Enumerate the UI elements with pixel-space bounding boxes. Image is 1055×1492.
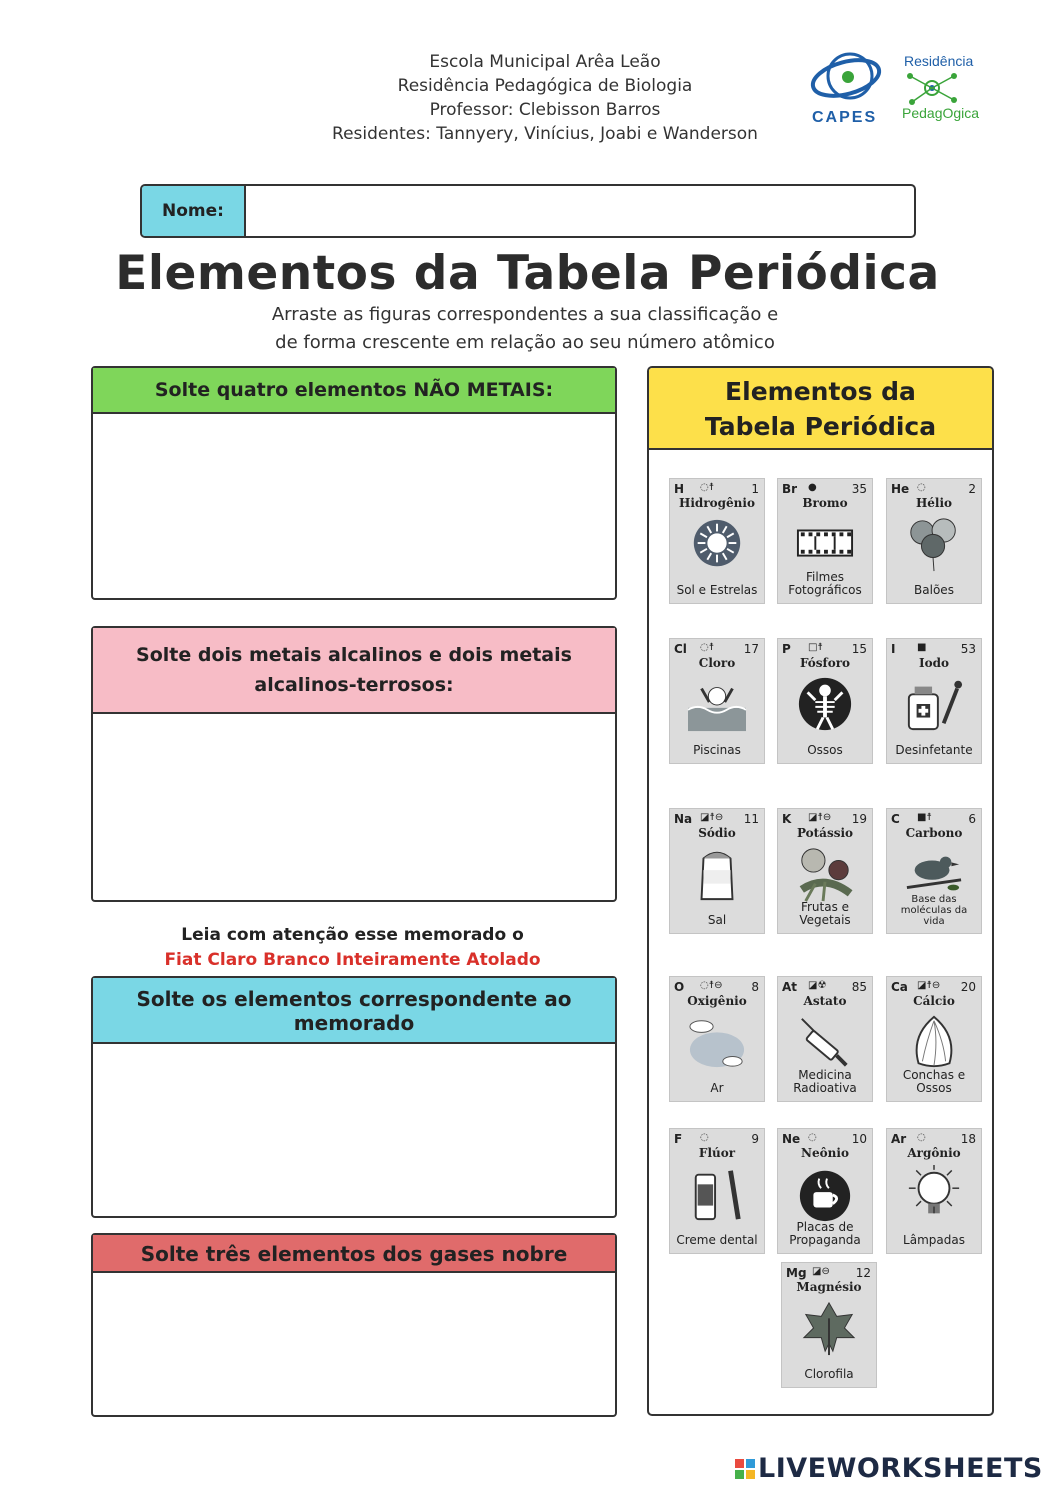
element-symbol: O bbox=[674, 980, 685, 994]
element-symbol: He bbox=[891, 482, 910, 496]
cloud-icon bbox=[687, 1013, 747, 1071]
state-marks: ◌ bbox=[917, 482, 926, 493]
film-icon bbox=[795, 515, 855, 573]
element-symbol: Ne bbox=[782, 1132, 801, 1146]
state-marks: ◌ bbox=[700, 1132, 709, 1143]
element-use: Desinfetante bbox=[895, 743, 973, 757]
sun-icon bbox=[687, 515, 747, 573]
atomic-number: 12 bbox=[855, 1266, 871, 1280]
state-marks: ◌☨ bbox=[700, 482, 715, 493]
shell-icon bbox=[904, 1013, 964, 1071]
element-card-hidrogênio[interactable] bbox=[669, 478, 765, 604]
element-name: Fósforo bbox=[799, 656, 851, 670]
drop-zone-alkali-metals[interactable] bbox=[91, 626, 617, 902]
capes-logo bbox=[806, 48, 898, 126]
element-name: Magnésio bbox=[796, 1280, 862, 1294]
element-use: Piscinas bbox=[693, 743, 741, 757]
element-symbol: P bbox=[782, 642, 791, 656]
state-marks: ◌☨ bbox=[700, 642, 715, 653]
neon-sign-icon bbox=[795, 1165, 855, 1223]
atomic-number: 19 bbox=[851, 812, 867, 826]
element-card-fósforo[interactable] bbox=[777, 638, 873, 764]
element-symbol: Ca bbox=[891, 980, 908, 994]
element-name: Flúor bbox=[698, 1146, 736, 1160]
name-input[interactable] bbox=[250, 186, 900, 236]
element-symbol: At bbox=[782, 980, 798, 994]
element-use: Placas de Propaganda bbox=[789, 1220, 861, 1247]
residencia-logo bbox=[898, 50, 994, 126]
panel-title bbox=[649, 368, 992, 450]
drop-zone-noble-gases[interactable] bbox=[91, 1233, 617, 1417]
element-card-hélio[interactable] bbox=[886, 478, 982, 604]
zone-title-mnemonic-line-1: Solte os elementos correspondente ao bbox=[136, 987, 572, 1011]
atomic-number: 9 bbox=[751, 1132, 759, 1146]
memo-mnemonic: Fiat Claro Branco Inteiramente Atolado bbox=[164, 950, 541, 970]
element-use: Frutas e Vegetais bbox=[799, 900, 851, 927]
element-symbol: C bbox=[891, 812, 900, 826]
program-name: Residência Pedagógica de Biologia bbox=[397, 76, 693, 96]
element-card-flúor[interactable] bbox=[669, 1128, 765, 1254]
atomic-number: 20 bbox=[960, 980, 976, 994]
element-use: Sal bbox=[707, 913, 727, 927]
element-symbol: I bbox=[891, 642, 896, 656]
state-marks: ◪☨⊖ bbox=[700, 812, 724, 823]
atomic-number: 35 bbox=[851, 482, 867, 496]
element-name: Oxigênio bbox=[687, 994, 747, 1008]
element-name: Iodo bbox=[918, 656, 949, 670]
residencia-logo-top: Residência bbox=[904, 53, 974, 69]
element-card-iodo[interactable] bbox=[886, 638, 982, 764]
state-marks: ◪☨⊖ bbox=[917, 980, 941, 991]
residencia-logo-bottom: PedagOgica bbox=[902, 105, 980, 121]
leaf-icon bbox=[799, 1299, 859, 1357]
zone-title-mnemonic bbox=[93, 978, 615, 1044]
capes-logo-text: CAPES bbox=[812, 109, 878, 126]
state-marks: ◌ bbox=[808, 1132, 817, 1143]
element-card-bromo[interactable] bbox=[777, 478, 873, 604]
element-symbol: Mg bbox=[786, 1266, 807, 1280]
panel-title-line-2: Tabela Periódica bbox=[704, 412, 937, 441]
element-use: Clorofila bbox=[804, 1367, 854, 1381]
atomic-number: 11 bbox=[743, 812, 759, 826]
element-use: Sol e Estrelas bbox=[676, 583, 758, 597]
syringe-icon bbox=[795, 1013, 855, 1071]
panel-title-line-1: Elementos da bbox=[725, 377, 916, 406]
element-name: Carbono bbox=[905, 826, 963, 840]
element-card-potássio[interactable] bbox=[777, 808, 873, 934]
instructions-line-2: de forma crescente em relação ao seu número atômico bbox=[275, 332, 775, 353]
state-marks: ◪☨⊖ bbox=[808, 812, 832, 823]
toothpaste-icon bbox=[687, 1165, 747, 1223]
lamp-icon bbox=[904, 1165, 964, 1223]
zone-title-alkali-line-2: alcalinos-terrosos: bbox=[254, 674, 454, 696]
element-name: Sódio bbox=[698, 826, 736, 840]
element-use: Base das moléculas da vida bbox=[900, 894, 968, 927]
element-use: Ossos bbox=[807, 743, 843, 757]
state-marks: ◌ bbox=[917, 1132, 926, 1143]
drop-zone-non-metals[interactable] bbox=[91, 366, 617, 600]
professor-name: Professor: Clebisson Barros bbox=[429, 100, 661, 120]
element-use: Lâmpadas bbox=[903, 1233, 965, 1247]
element-symbol: F bbox=[674, 1132, 683, 1146]
element-name: Cloro bbox=[698, 656, 736, 670]
atomic-number: 8 bbox=[751, 980, 759, 994]
memo-instruction: Leia com atenção esse memorado o bbox=[181, 925, 524, 945]
element-name: Neônio bbox=[801, 1146, 849, 1160]
atomic-number: 53 bbox=[960, 642, 976, 656]
element-symbol: Br bbox=[782, 482, 798, 496]
drop-zone-mnemonic[interactable] bbox=[91, 976, 617, 1218]
element-card-magnésio[interactable] bbox=[781, 1262, 877, 1388]
element-card-cálcio[interactable] bbox=[886, 976, 982, 1102]
element-card-neônio[interactable] bbox=[777, 1128, 873, 1254]
element-card-argônio[interactable] bbox=[886, 1128, 982, 1254]
state-marks: ■☨ bbox=[917, 812, 932, 823]
element-use: Creme dental bbox=[676, 1233, 758, 1247]
balloons-icon bbox=[904, 515, 964, 573]
page-title: Elementos da Tabela Periódica bbox=[115, 246, 940, 301]
zone-title-noble-gases: Solte três elementos dos gases nobre bbox=[93, 1235, 615, 1273]
atomic-number: 85 bbox=[851, 980, 867, 994]
salt-icon bbox=[687, 845, 747, 903]
state-marks: ● bbox=[808, 482, 817, 493]
element-symbol: Cl bbox=[674, 642, 687, 656]
element-symbol: Na bbox=[674, 812, 693, 826]
liveworksheets-logo bbox=[735, 1453, 1043, 1484]
instructions-line-1: Arraste as figuras correspondentes a sua classificação e bbox=[271, 304, 779, 325]
element-name: Potássio bbox=[796, 826, 854, 840]
state-marks: ■ bbox=[917, 642, 927, 653]
element-use: Balões bbox=[914, 583, 954, 597]
atomic-number: 10 bbox=[851, 1132, 867, 1146]
atomic-number: 6 bbox=[968, 812, 976, 826]
name-label: Nome: bbox=[142, 186, 246, 236]
zone-title-mnemonic-line-2: memorado bbox=[293, 1011, 415, 1035]
element-name: Cálcio bbox=[913, 994, 955, 1008]
vegetables-icon bbox=[795, 845, 855, 903]
element-use: Filmes Fotográficos bbox=[788, 570, 862, 597]
atomic-number: 17 bbox=[743, 642, 759, 656]
state-marks: ◌☨⊖ bbox=[700, 980, 723, 991]
element-symbol: K bbox=[782, 812, 792, 826]
state-marks: □☨ bbox=[808, 642, 823, 653]
element-symbol: H bbox=[674, 482, 685, 496]
element-name: Hidrogênio bbox=[679, 496, 755, 510]
element-name: Argônio bbox=[907, 1146, 961, 1160]
element-card-sódio[interactable] bbox=[669, 808, 765, 934]
element-card-cloro[interactable] bbox=[669, 638, 765, 764]
zone-title-non-metals: Solte quatro elementos NÃO METAIS: bbox=[93, 368, 615, 414]
element-card-astato[interactable] bbox=[777, 976, 873, 1102]
zone-title-alkali-line-1: Solte dois metais alcalinos e dois metais bbox=[136, 644, 572, 666]
skeleton-icon bbox=[795, 675, 855, 733]
atomic-number: 18 bbox=[960, 1132, 976, 1146]
state-marks: ◪⊖ bbox=[812, 1266, 830, 1277]
liveworksheets-text: LIVEWORKSHEETS bbox=[758, 1453, 1043, 1484]
zone-title-alkali-metals bbox=[93, 628, 615, 714]
name-field[interactable] bbox=[140, 184, 916, 238]
element-name: Hélio bbox=[915, 496, 953, 510]
school-name: Escola Municipal Arêa Leão bbox=[429, 52, 661, 72]
element-use: Medicina Radioativa bbox=[793, 1068, 857, 1095]
liveworksheets-icon bbox=[735, 1455, 755, 1475]
swimmer-icon bbox=[687, 675, 747, 733]
element-card-oxigênio[interactable] bbox=[669, 976, 765, 1102]
element-card-carbono[interactable] bbox=[886, 808, 982, 934]
atomic-number: 15 bbox=[851, 642, 867, 656]
element-use: Conchas e Ossos bbox=[902, 1068, 966, 1095]
element-name: Bromo bbox=[802, 496, 848, 510]
atomic-number: 1 bbox=[751, 482, 759, 496]
element-symbol: Ar bbox=[891, 1132, 907, 1146]
state-marks: ◪☢ bbox=[808, 980, 827, 991]
medicine-icon bbox=[904, 675, 964, 733]
residents-names: Residentes: Tannyery, Vinícius, Joabi e Wanderson bbox=[332, 124, 758, 144]
atomic-number: 2 bbox=[968, 482, 976, 496]
element-use: Ar bbox=[710, 1081, 724, 1095]
element-name: Astato bbox=[803, 994, 847, 1008]
